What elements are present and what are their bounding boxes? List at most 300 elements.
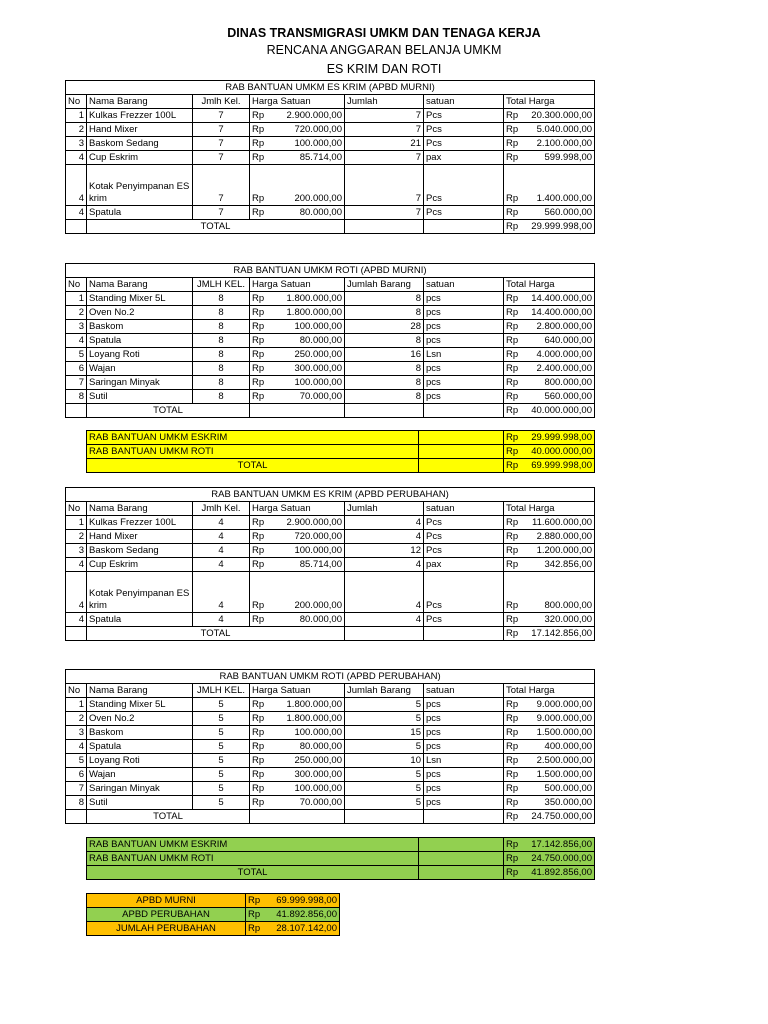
amount-value: 40.000.000,00 [531, 446, 592, 457]
group-count: 5 [193, 768, 250, 782]
unit-price [250, 123, 345, 137]
table-header-row [66, 502, 595, 516]
row-number: 4 [66, 165, 87, 206]
summary-value [504, 431, 595, 445]
row-number: 5 [66, 348, 87, 362]
amount-value: 800.000,00 [544, 377, 592, 388]
unit: pcs [424, 712, 504, 726]
amount-value: 2.800.000,00 [536, 321, 592, 332]
currency-label: Rp [506, 193, 519, 204]
amount-value: 80.000,00 [299, 614, 342, 625]
spacer-cell [419, 431, 504, 445]
spacer-cell [345, 627, 424, 641]
item-name: Hand Mixer [87, 530, 193, 544]
summary-label: RAB BANTUAN UMKM ROTI [87, 445, 419, 459]
final-label: APBD MURNI [87, 894, 246, 908]
currency-label: Rp [506, 321, 519, 332]
unit: pcs [424, 376, 504, 390]
currency-label: Rp [252, 699, 265, 710]
column-header: Total Harga [504, 95, 595, 109]
unit-price [250, 206, 345, 220]
amount-value: 17.142.856,00 [531, 628, 593, 639]
quantity: 12 [345, 544, 424, 558]
item-name: Saringan Minyak [87, 376, 193, 390]
currency-label: Rp [252, 363, 265, 374]
total-price [504, 123, 595, 137]
amount-value: 200.000,00 [294, 193, 342, 204]
total-price [504, 292, 595, 306]
item-name: Cup Eskrim [87, 558, 193, 572]
spacer-cell [66, 404, 87, 418]
item-name: Spatula [87, 740, 193, 754]
group-count: 5 [193, 782, 250, 796]
summary-row [87, 431, 595, 445]
row-number: 4 [66, 740, 87, 754]
total-price [504, 572, 595, 613]
currency-label: Rp [252, 755, 265, 766]
total-price [504, 516, 595, 530]
quantity: 4 [345, 572, 424, 613]
column-header: No [66, 278, 87, 292]
spacer-cell [424, 810, 504, 824]
quantity: 16 [345, 348, 424, 362]
amount-value: 41.892.856,00 [531, 867, 592, 878]
summary-value [504, 838, 595, 852]
column-header: satuan [424, 684, 504, 698]
column-header: JMLH KEL. [193, 278, 250, 292]
total-price [504, 796, 595, 810]
amount-value: 320.000,00 [544, 614, 593, 625]
table-row [66, 796, 595, 810]
currency-label: Rp [506, 446, 519, 457]
summary-label: RAB BANTUAN UMKM ESKRIM [87, 838, 419, 852]
group-count: 7 [193, 206, 250, 220]
amount-value: 100.000,00 [294, 545, 342, 556]
item-name: Loyang Roti [87, 754, 193, 768]
summary-total-row [87, 459, 595, 473]
unit: pax [424, 558, 504, 572]
row-number: 3 [66, 137, 87, 151]
spacer-cell [419, 866, 504, 880]
quantity: 8 [345, 334, 424, 348]
row-number: 4 [66, 572, 87, 613]
amount-value: 1.200.000,00 [536, 545, 593, 556]
currency-label: Rp [506, 221, 519, 232]
quantity: 7 [345, 109, 424, 123]
quantity: 8 [345, 376, 424, 390]
final-label: JUMLAH PERUBAHAN [87, 922, 246, 936]
total-price [504, 740, 595, 754]
unit: pcs [424, 320, 504, 334]
row-number: 4 [66, 334, 87, 348]
amount-value: 85.714,00 [299, 559, 342, 570]
amount-value: 2.900.000,00 [286, 517, 342, 528]
row-number: 1 [66, 109, 87, 123]
currency-label: Rp [252, 110, 265, 121]
table-row [66, 362, 595, 376]
summary-value [504, 445, 595, 459]
column-header: Nama Barang [87, 502, 193, 516]
amount-value: 720.000,00 [294, 124, 342, 135]
quantity: 10 [345, 754, 424, 768]
unit: pcs [424, 698, 504, 712]
unit-price [250, 782, 345, 796]
document-subtitle-2: ES KRIM DAN ROTI [326, 62, 442, 76]
item-name: Standing Mixer 5L [87, 292, 193, 306]
quantity: 7 [345, 123, 424, 137]
unit: pcs [424, 740, 504, 754]
total-price [504, 320, 595, 334]
group-count: 5 [193, 712, 250, 726]
quantity: 4 [345, 516, 424, 530]
table-caption: RAB BANTUAN UMKM ROTI (APBD PERUBAHAN) [66, 670, 595, 684]
unit: pcs [424, 292, 504, 306]
grand-total [504, 220, 595, 234]
unit-price [250, 712, 345, 726]
amount-value: 560.000,00 [544, 391, 592, 402]
row-number: 1 [66, 516, 87, 530]
group-count: 8 [193, 334, 250, 348]
total-price [504, 558, 595, 572]
unit-price [250, 768, 345, 782]
item-name: Sutil [87, 390, 193, 404]
final-value [246, 894, 340, 908]
group-count: 5 [193, 796, 250, 810]
currency-label: Rp [248, 909, 261, 920]
quantity: 8 [345, 306, 424, 320]
amount-value: 500.000,00 [544, 783, 593, 794]
spacer-cell [250, 404, 345, 418]
unit-price [250, 544, 345, 558]
total-price [504, 151, 595, 165]
column-header: Nama Barang [87, 684, 193, 698]
item-name: Spatula [87, 334, 193, 348]
spacer-cell [345, 220, 424, 234]
unit: pcs [424, 390, 504, 404]
summary-row [87, 838, 595, 852]
quantity: 5 [345, 796, 424, 810]
column-header: Jumlah Barang [345, 278, 424, 292]
quantity: 5 [345, 712, 424, 726]
amount-value: 200.000,00 [294, 600, 342, 611]
grand-total [504, 810, 595, 824]
table-row [66, 613, 595, 627]
currency-label: Rp [506, 699, 519, 710]
item-name: Sutil [87, 796, 193, 810]
total-price [504, 613, 595, 627]
currency-label: Rp [506, 628, 519, 639]
unit-price [250, 151, 345, 165]
unit: Pcs [424, 613, 504, 627]
amount-value: 29.999.998,00 [531, 432, 592, 443]
currency-label: Rp [506, 853, 519, 864]
unit-price [250, 320, 345, 334]
currency-label: Rp [252, 138, 265, 149]
quantity: 7 [345, 206, 424, 220]
unit: pcs [424, 334, 504, 348]
table-row [66, 530, 595, 544]
amount-value: 85.714,00 [299, 152, 342, 163]
table-header-row [66, 278, 595, 292]
currency-label: Rp [506, 460, 519, 471]
currency-label: Rp [248, 895, 261, 906]
table-row [66, 123, 595, 137]
amount-value: 100.000,00 [294, 321, 342, 332]
amount-value: 100.000,00 [294, 377, 342, 388]
unit-price [250, 726, 345, 740]
spacer-cell [419, 852, 504, 866]
group-count: 4 [193, 530, 250, 544]
summary-value [504, 852, 595, 866]
group-count: 7 [193, 151, 250, 165]
total-label: TOTAL [87, 627, 345, 641]
column-header: Harga Satuan [250, 684, 345, 698]
row-number: 6 [66, 362, 87, 376]
currency-label: Rp [506, 391, 519, 402]
unit: Pcs [424, 123, 504, 137]
group-count: 7 [193, 137, 250, 151]
amount-value: 250.000,00 [294, 755, 342, 766]
currency-label: Rp [506, 614, 519, 625]
group-count: 8 [193, 320, 250, 334]
amount-value: 560.000,00 [544, 207, 593, 218]
currency-label: Rp [506, 363, 519, 374]
currency-label: Rp [506, 811, 519, 822]
currency-label: Rp [252, 152, 265, 163]
group-count: 5 [193, 726, 250, 740]
column-header: satuan [424, 502, 504, 516]
currency-label: Rp [252, 741, 265, 752]
quantity: 5 [345, 782, 424, 796]
unit-price [250, 698, 345, 712]
currency-label: Rp [252, 391, 265, 402]
table-caption-row [66, 670, 595, 684]
total-price [504, 306, 595, 320]
column-header: Jumlah [345, 502, 424, 516]
group-count: 4 [193, 613, 250, 627]
group-count: 8 [193, 292, 250, 306]
unit-price [250, 740, 345, 754]
currency-label: Rp [506, 727, 519, 738]
table-row [66, 698, 595, 712]
group-count: 5 [193, 754, 250, 768]
spacer-cell [424, 220, 504, 234]
total-price [504, 754, 595, 768]
amount-value: 4.000.000,00 [536, 349, 592, 360]
column-header: Total Harga [504, 278, 595, 292]
column-header: Harga Satuan [250, 278, 345, 292]
table-row [66, 151, 595, 165]
unit: Pcs [424, 206, 504, 220]
row-number: 2 [66, 306, 87, 320]
final-summary-row [87, 908, 340, 922]
table-total-row [66, 627, 595, 641]
amount-value: 24.750.000,00 [531, 811, 593, 822]
column-header: JMLH KEL. [193, 684, 250, 698]
table-row [66, 292, 595, 306]
unit-price [250, 165, 345, 206]
amount-value: 29.999.998,00 [531, 221, 593, 232]
unit: pcs [424, 782, 504, 796]
amount-value: 400.000,00 [544, 741, 593, 752]
amount-value: 41.892.856,00 [276, 909, 337, 920]
amount-value: 1.800.000,00 [286, 699, 342, 710]
table-row [66, 206, 595, 220]
table-row [66, 754, 595, 768]
quantity: 7 [345, 165, 424, 206]
row-number: 1 [66, 698, 87, 712]
currency-label: Rp [252, 797, 265, 808]
currency-label: Rp [506, 138, 519, 149]
unit-price [250, 137, 345, 151]
column-header: satuan [424, 95, 504, 109]
currency-label: Rp [252, 713, 265, 724]
unit-price [250, 362, 345, 376]
amount-value: 80.000,00 [299, 207, 342, 218]
currency-label: Rp [252, 335, 265, 346]
currency-label: Rp [506, 124, 519, 135]
total-price [504, 712, 595, 726]
table-row [66, 306, 595, 320]
row-number: 4 [66, 558, 87, 572]
quantity: 8 [345, 362, 424, 376]
amount-value: 80.000,00 [299, 335, 342, 346]
currency-label: Rp [252, 124, 265, 135]
table-row [66, 726, 595, 740]
unit-price [250, 530, 345, 544]
table-header-row [66, 95, 595, 109]
currency-label: Rp [252, 727, 265, 738]
group-count: 5 [193, 698, 250, 712]
unit: Pcs [424, 572, 504, 613]
unit-price [250, 109, 345, 123]
group-count: 7 [193, 165, 250, 206]
amount-value: 80.000,00 [299, 741, 342, 752]
currency-label: Rp [506, 207, 519, 218]
final-summary-table [86, 893, 340, 936]
amount-value: 11.600.000,00 [532, 517, 593, 528]
item-name: Oven No.2 [87, 306, 193, 320]
column-header: No [66, 684, 87, 698]
summary-label: RAB BANTUAN UMKM ESKRIM [87, 431, 419, 445]
unit: pcs [424, 726, 504, 740]
item-name: Cup Eskrim [87, 151, 193, 165]
item-name: Wajan [87, 768, 193, 782]
spacer-cell [419, 838, 504, 852]
rab-roti-perubahan-table [65, 669, 595, 824]
amount-value: 17.142.856,00 [531, 839, 592, 850]
quantity: 4 [345, 558, 424, 572]
column-header: Jumlah Barang [345, 684, 424, 698]
group-count: 7 [193, 109, 250, 123]
rab-eskrim-murni-table [65, 80, 595, 234]
currency-label: Rp [506, 517, 519, 528]
table-row [66, 712, 595, 726]
quantity: 15 [345, 726, 424, 740]
currency-label: Rp [506, 713, 519, 724]
unit: Pcs [424, 516, 504, 530]
total-label: TOTAL [87, 810, 250, 824]
quantity: 5 [345, 740, 424, 754]
summary-row [87, 852, 595, 866]
table-caption-row [66, 488, 595, 502]
column-header: No [66, 95, 87, 109]
currency-label: Rp [506, 839, 519, 850]
summary-murni-table [86, 430, 595, 473]
row-number: 3 [66, 726, 87, 740]
summary-total-row [87, 866, 595, 880]
quantity: 4 [345, 613, 424, 627]
item-name: Kulkas Frezzer 100L [87, 516, 193, 530]
amount-value: 20.300.000,00 [531, 110, 593, 121]
amount-value: 1.800.000,00 [286, 307, 342, 318]
summary-total-value [504, 866, 595, 880]
currency-label: Rp [506, 377, 519, 388]
amount-value: 24.750.000,00 [531, 853, 592, 864]
amount-value: 100.000,00 [294, 138, 342, 149]
amount-value: 250.000,00 [294, 349, 342, 360]
column-header: Jumlah [345, 95, 424, 109]
unit: pcs [424, 796, 504, 810]
item-name: Spatula [87, 206, 193, 220]
row-number: 2 [66, 530, 87, 544]
quantity: 7 [345, 151, 424, 165]
unit-price [250, 796, 345, 810]
total-price [504, 782, 595, 796]
row-number: 8 [66, 796, 87, 810]
unit-price [250, 754, 345, 768]
summary-total-label: TOTAL [87, 459, 419, 473]
unit: pax [424, 151, 504, 165]
item-name: Saringan Minyak [87, 782, 193, 796]
final-value [246, 922, 340, 936]
unit-price [250, 613, 345, 627]
quantity: 5 [345, 768, 424, 782]
currency-label: Rp [506, 349, 519, 360]
currency-label: Rp [506, 867, 519, 878]
table-row [66, 390, 595, 404]
row-number: 5 [66, 754, 87, 768]
amount-value: 800.000,00 [544, 600, 593, 611]
spacer-cell [345, 810, 424, 824]
row-number: 6 [66, 768, 87, 782]
item-name: Oven No.2 [87, 712, 193, 726]
unit-price [250, 390, 345, 404]
column-header: satuan [424, 278, 504, 292]
unit: Pcs [424, 530, 504, 544]
group-count: 8 [193, 376, 250, 390]
currency-label: Rp [506, 755, 519, 766]
row-number: 4 [66, 206, 87, 220]
total-price [504, 206, 595, 220]
grand-total [504, 404, 595, 418]
amount-value: 1.800.000,00 [286, 713, 342, 724]
currency-label: Rp [506, 600, 519, 611]
column-header: Harga Satuan [250, 95, 345, 109]
item-name: Baskom [87, 320, 193, 334]
row-number: 3 [66, 544, 87, 558]
currency-label: Rp [506, 797, 519, 808]
total-price [504, 544, 595, 558]
column-header: Nama Barang [87, 95, 193, 109]
amount-value: 2.880.000,00 [536, 531, 593, 542]
quantity: 21 [345, 137, 424, 151]
column-header: Nama Barang [87, 278, 193, 292]
final-summary-row [87, 922, 340, 936]
amount-value: 28.107.142,00 [276, 923, 337, 934]
total-price [504, 530, 595, 544]
amount-value: 2.100.000,00 [536, 138, 593, 149]
